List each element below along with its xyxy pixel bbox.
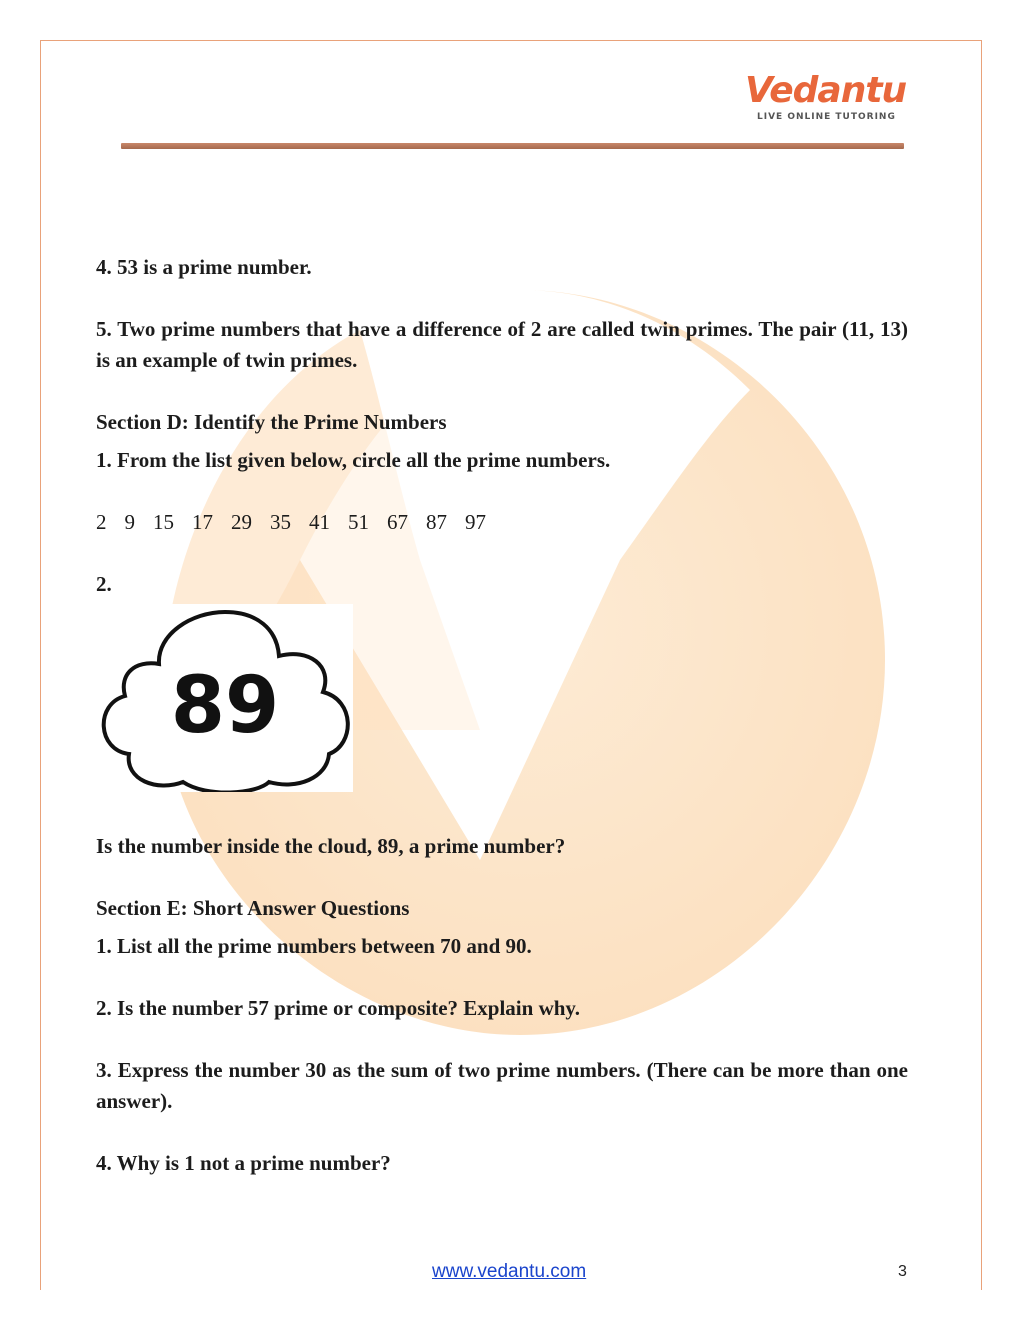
list-item: 41 <box>309 510 330 534</box>
list-item: 17 <box>192 510 213 534</box>
list-item: 9 <box>124 510 135 534</box>
list-item: 15 <box>153 510 174 534</box>
list-item: 51 <box>348 510 369 534</box>
list-item: 35 <box>270 510 291 534</box>
section-e-title: Section E: Short Answer Questions <box>96 896 410 920</box>
section-e-question-4: 4. Why is 1 not a prime number? <box>96 1151 391 1175</box>
header-rule <box>121 143 904 149</box>
section-d-question-1: 1. From the list given below, circle all the prime numbers. <box>96 448 611 472</box>
list-item: 87 <box>426 510 447 534</box>
statement-4: 4. 53 is a prime number. <box>96 255 312 279</box>
footer-website-link[interactable]: www.vedantu.com <box>432 1261 587 1282</box>
cloud-icon <box>97 604 353 792</box>
section-e-question-1: 1. List all the prime numbers between 70 and 90. <box>96 934 532 958</box>
list-item: 67 <box>387 510 408 534</box>
logo-wordmark: Vedantu <box>745 70 907 111</box>
section-e-question-3: 3. Express the number 30 as the sum of two prime numbers. (There can be more than one answer). <box>96 1058 908 1113</box>
list-item: 29 <box>231 510 252 534</box>
cloud-number: 89 <box>170 661 280 751</box>
statement-5: 5. Two prime numbers that have a difference of 2 are called twin primes. The pair (11, 13) is an example of twin primes. <box>96 317 908 372</box>
section-e-question-2: 2. Is the number 57 prime or composite? Explain why. <box>96 996 581 1020</box>
vedantu-logo <box>745 70 907 128</box>
list-item: 97 <box>465 510 486 534</box>
cloud-figure <box>97 604 353 792</box>
cloud-question: Is the number inside the cloud, 89, a prime number? <box>96 834 566 858</box>
section-d-title: Section D: Identify the Prime Numbers <box>96 410 447 434</box>
list-item: 2 <box>96 510 107 534</box>
logo-tagline: LIVE ONLINE TUTORING <box>757 112 896 122</box>
number-list <box>96 508 504 536</box>
section-d-question-2: 2. <box>96 572 112 596</box>
page-number: 3 <box>898 1263 907 1280</box>
